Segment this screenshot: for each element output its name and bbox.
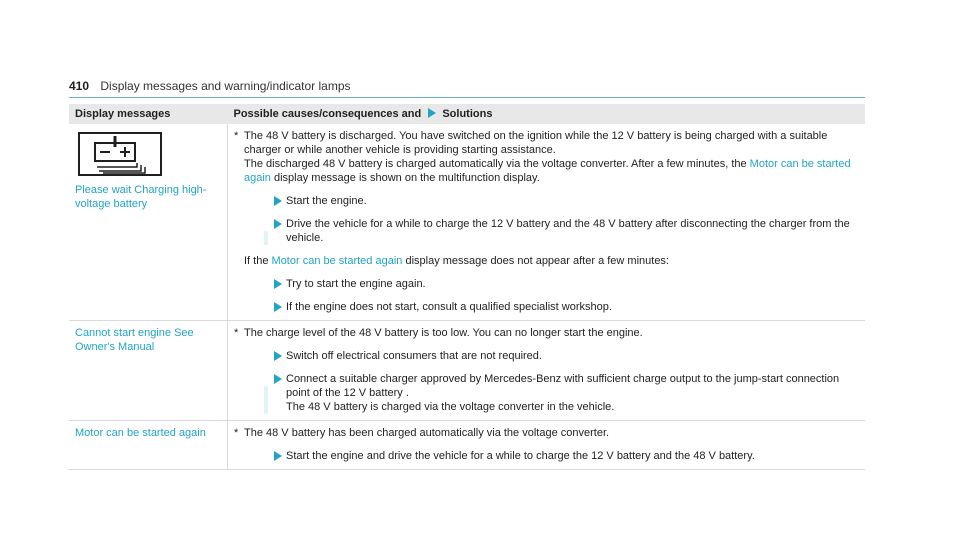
- col-header-causes-text: Possible causes/consequences and: [233, 108, 422, 120]
- causes-cell: [228, 124, 866, 321]
- header-rule: [69, 97, 865, 98]
- col-header-messages: Display messages: [69, 104, 228, 124]
- arrow-right-icon: [274, 196, 282, 206]
- message-cell: [69, 321, 228, 421]
- message-reference: Motor can be started again: [244, 158, 851, 184]
- solution-step: If the engine does not start, consult a qualified specialist workshop.: [272, 300, 859, 314]
- col-header-solutions: Solutions: [442, 108, 493, 120]
- solution-step: Switch off electrical consumers that are not required.: [272, 349, 859, 363]
- arrow-right-icon: [274, 451, 282, 461]
- message-label-motor-can-start: Motor can be started again: [75, 427, 206, 439]
- solution-step: Start the engine and drive the vehicle for a while to charge the 12 V battery and the 48 V battery.: [272, 449, 859, 463]
- causes-cell: [228, 421, 866, 470]
- message-reference: Motor can be started again: [271, 255, 403, 267]
- page-number: 410: [69, 79, 90, 93]
- table-row: [69, 124, 865, 321]
- note-paragraph: If the Motor can be started again display message does not appear after a few minutes:: [244, 255, 669, 267]
- cause-paragraph: * The charge level of the 48 V battery is too low. You can no longer start the engine.: [234, 327, 643, 339]
- arrow-right-icon: [274, 279, 282, 289]
- solution-step: Connect a suitable charger approved by Mercedes-Benz with sufficient charge output to the jump-start connection point of the 12 V battery . The 48 V battery is charged via the voltage converter in the vehicle.: [272, 372, 859, 414]
- message-label-charging: Please wait Charging high-voltage battery: [75, 184, 207, 210]
- cause-paragraph: * The 48 V battery is discharged. You have switched on the ignition while the 12 V battery is being charged with a suitable charger or while another vehicle is providing starting assistance.: [234, 130, 828, 156]
- solution-step: Try to start the engine again.: [272, 277, 859, 291]
- arrow-right-icon: [274, 351, 282, 361]
- solution-step: Start the engine.: [272, 194, 859, 208]
- col-header-causes: [228, 104, 866, 124]
- cause-paragraph-2: The discharged 48 V battery is charged automatically via the voltage converter. After a few minutes, the Motor can be started again display message is shown on the multifunction display.: [244, 158, 851, 184]
- message-label-cannot-start: Cannot start engine See Owner's Manual: [75, 327, 194, 353]
- message-cell: [69, 421, 228, 470]
- page-header: [69, 78, 351, 94]
- display-messages-table: [69, 104, 865, 470]
- causes-cell: [228, 321, 866, 421]
- arrow-right-icon: [428, 108, 436, 118]
- table-row: [69, 321, 865, 421]
- table-row: [69, 421, 865, 470]
- arrow-right-icon: [274, 302, 282, 312]
- arrow-right-icon: [274, 219, 282, 229]
- battery-charging-icon: [77, 131, 163, 177]
- cause-paragraph: * The 48 V battery has been charged automatically via the voltage converter.: [234, 427, 610, 439]
- message-cell: [69, 124, 228, 321]
- table-header-row: [69, 104, 865, 124]
- arrow-right-icon: [274, 374, 282, 384]
- solution-step: Drive the vehicle for a while to charge the 12 V battery and the 48 V battery after disconnecting the charger from the vehicle.: [272, 217, 859, 245]
- page-title: Display messages and warning/indicator lamps: [100, 79, 351, 93]
